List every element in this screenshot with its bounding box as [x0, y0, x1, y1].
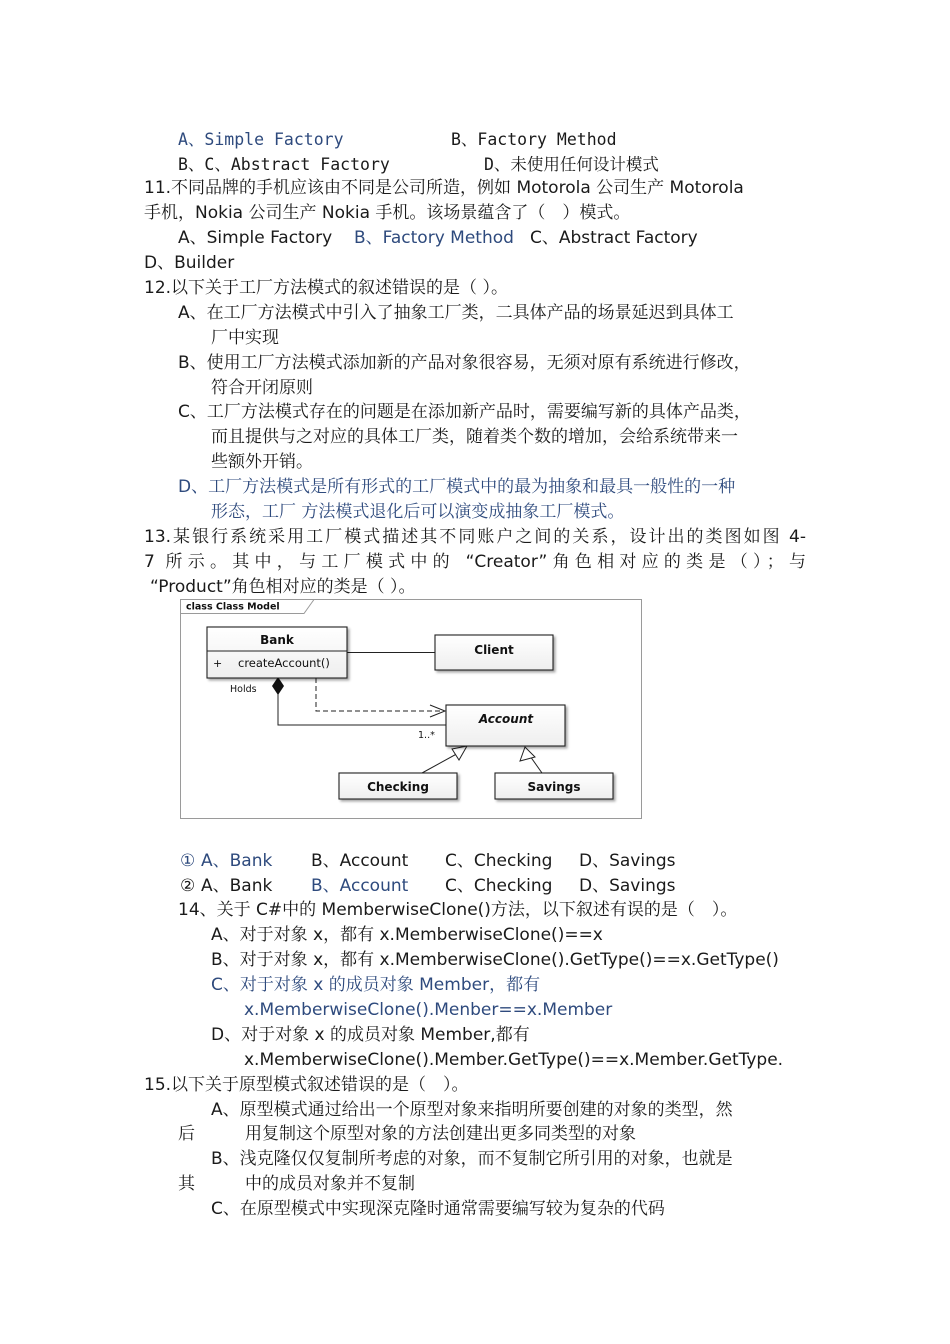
q13-blank1-option-d: D、Savings — [579, 851, 676, 871]
q14-option-d-line1: D、对于对象 x 的成员对象 Member,都有 — [211, 1025, 530, 1045]
uml-class-diagram — [180, 599, 642, 819]
q14-option-c-line1: C、对于对象 x 的成员对象 Member，都有 — [211, 975, 541, 995]
savings-class — [495, 773, 613, 799]
q15-option-b-line2-prefix: 其 — [178, 1174, 195, 1194]
q11-option-a: A、Simple Factory — [178, 228, 333, 248]
q12-option-c-line1: C、工厂方法模式存在的问题是在添加新产品时，需要编写新的具体产品类， — [178, 402, 751, 422]
q11-option-c: C、Abstract Factory — [530, 228, 698, 248]
q10-option-d: D、未使用任何设计模式 — [484, 155, 659, 174]
checking-class-name: Checking — [367, 780, 429, 794]
q13-blank1-option-c: C、Checking — [445, 851, 553, 871]
q10-option-bc: B、C、Abstract Factory — [178, 155, 390, 174]
account-class-name: Account — [478, 712, 534, 726]
q15-option-a-line2: 用复制这个原型对象的方法创建出更多同类型的对象 — [245, 1124, 636, 1144]
client-class-name: Client — [474, 643, 514, 657]
q14-option-a: A、对于对象 x，都有 x.MemberwiseClone()==x — [211, 925, 603, 945]
q13-blank1-option-b: B、Account — [311, 851, 409, 871]
savings-class-name: Savings — [527, 780, 581, 794]
holds-label: Holds — [230, 684, 257, 695]
q14-stem: 14、关于 C#中的 MemberwiseClone()方法，以下叙述有误的是（ ）。 — [178, 900, 738, 920]
q13-blank1-number: ① — [180, 851, 196, 871]
q15-option-a-line2-prefix: 后 — [178, 1124, 195, 1144]
q15-option-b-line1: B、浅克隆仅仅复制所考虑的对象，而不复制它所引用的对象，也就是 — [211, 1149, 733, 1169]
diagram-frame-label: class Class Model — [186, 601, 280, 613]
q13-stem-line1: 13.某银行系统采用工厂模式描述其不同账户之间的关系，设计出的类图如图 4- — [144, 527, 806, 547]
q12-option-b-line1: B、使用工厂方法模式添加新的产品对象很容易，无须对原有系统进行修改， — [178, 353, 751, 373]
q13-blank2-option-c: C、Checking — [445, 876, 553, 896]
q14-option-b: B、对于对象 x，都有 x.MemberwiseClone().GetType()==x.GetType() — [211, 950, 779, 970]
q10-option-a: A、Simple Factory — [178, 130, 344, 149]
q11-stem-line1: 11.不同品牌的手机应该由不同是公司所造，例如 Motorola 公司生产 Motorola — [144, 178, 744, 198]
q14-option-c-line2: x.MemberwiseClone().Menber==x.Member — [244, 1000, 613, 1020]
client-class — [435, 635, 553, 670]
checking-class — [339, 773, 457, 799]
q11-option-b: B、Factory Method — [354, 228, 514, 248]
q12-option-c-line2: 而且提供与之对应的具体工厂类，随着类个数的增加，会给系统带来一 — [211, 427, 738, 447]
account-class — [446, 705, 565, 746]
q12-stem: 12.以下关于工厂方法模式的叙述错误的是（ ）。 — [144, 278, 508, 298]
bank-class — [207, 627, 347, 678]
q15-option-a-line1: A、原型模式通过给出一个原型对象来指明所要创建的对象的类型，然 — [211, 1100, 733, 1120]
bank-create-account-op: createAccount() — [238, 656, 330, 670]
q13-blank2-option-d: D、Savings — [579, 876, 676, 896]
multiplicity-label: 1..* — [418, 730, 435, 741]
q15-option-c: C、在原型模式中实现深克隆时通常需要编写较为复杂的代码 — [211, 1199, 665, 1219]
q11-stem-line2: 手机，Nokia 公司生产 Nokia 手机。该场景蕴含了（ ）模式。 — [144, 203, 631, 223]
q15-option-b-line2: 中的成员对象并不复制 — [245, 1174, 415, 1194]
q14-option-d-line2: x.MemberwiseClone().Member.GetType()==x.Member.GetType. — [244, 1050, 784, 1070]
q12-option-b-line2: 符合开闭原则 — [211, 378, 313, 398]
q13-blank2-option-a: A、Bank — [201, 876, 273, 896]
q13-blank2-number: ② — [180, 876, 196, 896]
q11-option-d: D、Builder — [144, 253, 235, 273]
q12-option-a-line1: A、在工厂方法模式中引入了抽象工厂类，二具体产品的场景延迟到具体工 — [178, 303, 734, 323]
q12-option-d-line1: D、工厂方法模式是所有形式的工厂模式中的最为抽象和最具一般性的一种 — [178, 477, 736, 497]
bank-class-name: Bank — [260, 633, 294, 647]
q13-blank2-option-b: B、Account — [311, 876, 409, 896]
q10-option-b: B、Factory Method — [451, 130, 617, 149]
q13-stem-line2: 7 所示。其中，与工厂模式中的 “Creator”角色相对应的类是（）；与 — [144, 552, 806, 572]
q15-stem: 15.以下关于原型模式叙述错误的是（ ）。 — [144, 1075, 469, 1095]
q13-blank1-option-a: A、Bank — [201, 851, 273, 871]
q12-option-d-line2: 形态，工厂 方法模式退化后可以演变成抽象工厂模式。 — [211, 502, 625, 522]
bank-op-visibility: + — [213, 657, 223, 670]
q12-option-c-line3: 些额外开销。 — [211, 452, 313, 472]
q13-stem-line3: “Product”角色相对应的类是（ ）。 — [150, 577, 416, 597]
q12-option-a-line2: 厂中实现 — [211, 328, 279, 348]
